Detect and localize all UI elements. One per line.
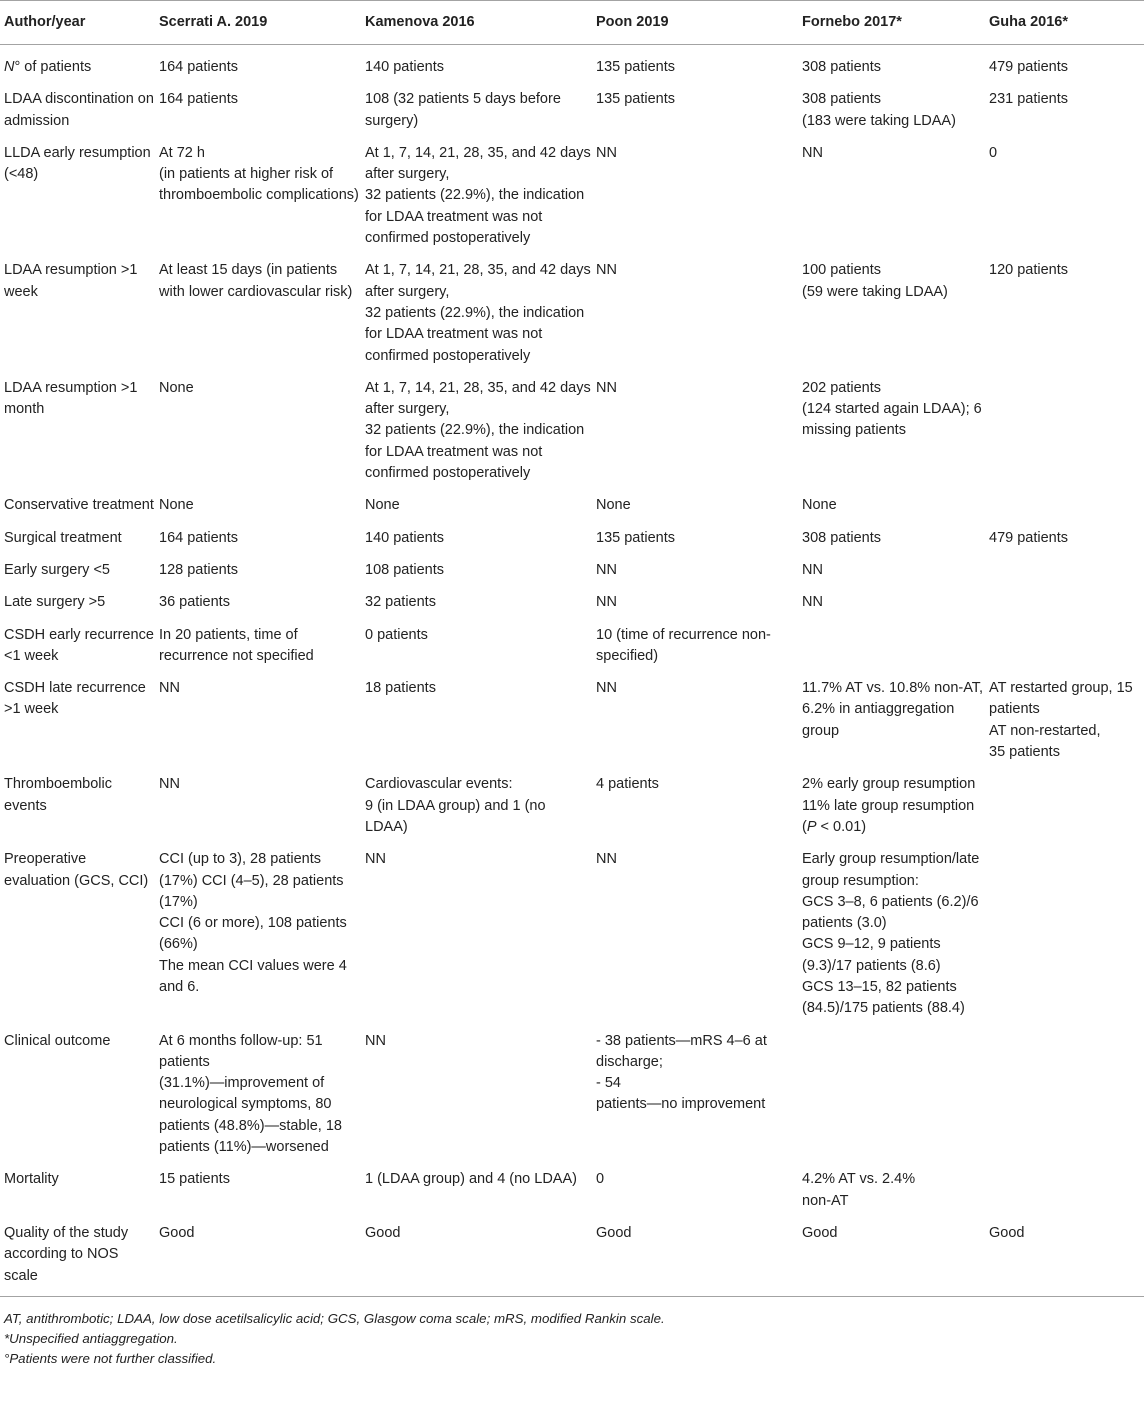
table-cell: NN [596, 379, 617, 396]
table-cell [798, 1026, 985, 1165]
row-label: Conservative treatment [4, 497, 154, 514]
table-cell: None [802, 497, 837, 514]
table-row [0, 555, 1144, 587]
table-cell: 1 (LDAA group) and 4 (no LDAA) [365, 1171, 577, 1188]
footnote: *Unspecified antiaggregation. [4, 1330, 178, 1346]
table-row [0, 1164, 1144, 1218]
row-label: CSDH early recurrence <1 week [4, 626, 154, 664]
table-row [0, 373, 1144, 490]
table-cell: 108 patients [365, 561, 445, 578]
table-cell: NN [596, 262, 617, 279]
table-cell: NN [596, 851, 617, 868]
table-cell: 15 patients [159, 1171, 230, 1188]
row-label: Quality of the study according to NOS scale [0, 1218, 155, 1296]
table-cell [985, 1026, 1144, 1165]
table-cell: - 38 patients—mRS 4–6 at discharge; - 54 patients—no improvement [596, 1032, 767, 1113]
table-cell [985, 1164, 1144, 1218]
row-label: Early surgery <5 [4, 561, 110, 578]
table-cell: 0 patients [365, 626, 428, 643]
table-cell: At 1, 7, 14, 21, 28, 35, and 42 days after surgery, 32 patients (22.9%), the indication for LDAA treatment was not confirmed postoperatively [365, 379, 591, 482]
table-cell: 120 patients [989, 262, 1069, 279]
column-header-5: Guha 2016* [985, 1, 1144, 45]
table-cell [985, 769, 1144, 844]
table-cell: None [596, 497, 631, 514]
table-cell: 164 patients [159, 529, 239, 546]
table-cell: 140 patients [365, 529, 445, 546]
table-cell: None [365, 497, 400, 514]
column-header-1: Scerrati A. 2019 [155, 1, 361, 45]
table-cell [985, 844, 1144, 1025]
table-row [0, 1026, 1144, 1165]
row-label: N° of patients [4, 59, 92, 75]
footnote: °Patients were not further classified. [4, 1350, 217, 1366]
table-cell: At 1, 7, 14, 21, 28, 35, and 42 days after surgery, 32 patients (22.9%), the indication for LDAA treatment was not confirmed postoperatively [365, 262, 591, 364]
table-cell: 0 [989, 144, 998, 161]
table-cell: 10 (time of recurrence non-specified) [596, 626, 771, 664]
table-cell: 140 patients [365, 59, 445, 75]
row-label: Surgical treatment [4, 529, 122, 546]
table-cell [798, 620, 985, 674]
table-row [0, 45, 1144, 85]
table-cell: 135 patients [596, 91, 676, 108]
row-label: LDAA discontination on admission [4, 91, 154, 129]
table-cell: 164 patients [159, 59, 239, 75]
table-cell: 0 [596, 1171, 605, 1188]
footnote: AT, antithrombotic; LDAA, low dose acetilsalicylic acid; GCS, Glasgow coma scale; mRS, modified Rankin scale. [4, 1310, 665, 1326]
table-cell: NN [159, 680, 180, 697]
table-cell: 479 patients [989, 529, 1069, 546]
table-cell: 128 patients [159, 561, 239, 578]
row-label: LDAA resumption >1 month [4, 379, 138, 418]
column-header-2: Kamenova 2016 [361, 1, 592, 45]
row-label: LLDA early resumption (<48) [4, 144, 151, 183]
table-cell: 2% early group resumption 11% late group resumption (P < 0.01) [802, 776, 976, 835]
table-row [0, 844, 1144, 1025]
table-cell: Good [985, 1218, 1144, 1296]
table-cell: 108 (32 patients 5 days before surgery) [365, 91, 561, 129]
table-cell: NN [802, 561, 823, 578]
table-cell: At 72 h (in patients at higher risk of thromboembolic complications) [159, 144, 359, 204]
table-row [0, 1218, 1144, 1296]
row-label: Clinical outcome [4, 1032, 111, 1049]
table-row [0, 490, 1144, 522]
table-cell: 135 patients [596, 529, 676, 546]
table-cell: At least 15 days (in patients with lower cardiovascular risk) [159, 262, 353, 300]
table-header [0, 1, 1144, 45]
table-row [0, 84, 1144, 138]
table-cell: 100 patients (59 were taking LDAA) [802, 262, 948, 300]
row-label: Mortality [4, 1171, 59, 1188]
table-cell: 202 patients (124 started again LDAA); 6 missing patients [802, 379, 982, 439]
table-cell: 11.7% AT vs. 10.8% non-AT, 6.2% in antiaggregation group [802, 680, 984, 739]
table-row [0, 587, 1144, 619]
table-cell: Good [155, 1218, 361, 1296]
table-cell: 308 patients (183 were taking LDAA) [802, 91, 956, 129]
table-cell [985, 373, 1144, 490]
table-cell: 231 patients [989, 91, 1069, 108]
table-cell: In 20 patients, time of recurrence not specified [159, 626, 314, 664]
table-cell: NN [802, 144, 823, 161]
table-cell: At 6 months follow-up: 51 patients (31.1%)—improvement of neurological symptoms, 80 patients (48.8%)—stable, 18 patients (11%)—worsened [159, 1032, 342, 1156]
table-cell: CCI (up to 3), 28 patients (17%) CCI (4–5), 28 patients (17%) CCI (6 or more), 108 patients (66%) The mean CCI values were 4 and 6. [159, 851, 347, 995]
row-label: Preoperative evaluation (GCS, CCI) [4, 851, 149, 889]
table-cell: NN [365, 1032, 386, 1049]
table-body [0, 45, 1144, 1297]
table-cell: NN [596, 561, 617, 578]
table-cell: 308 patients [802, 529, 882, 546]
table-cell: Good [798, 1218, 985, 1296]
table-cell: 36 patients [159, 594, 230, 611]
table-cell: Cardiovascular events: 9 (in LDAA group) and 1 (no LDAA) [365, 776, 546, 835]
table-cell: NN [365, 851, 386, 868]
table-footnotes [0, 1297, 1144, 1369]
table-cell: AT restarted group, 15 patients AT non-restarted, 35 patients [989, 680, 1133, 761]
table-cell: NN [596, 594, 617, 611]
table-cell: Early group resumption/late group resumption: GCS 3–8, 6 patients (6.2)/6 patients (3.0) GCS 9–12, 9 patients (9.3)/17 patients (8.6) GCS 13–15, 82 patients (84.5)/175 patients (88.4) [802, 851, 980, 1017]
row-label: Late surgery >5 [4, 594, 106, 611]
row-label: CSDH late recurrence >1 week [4, 680, 146, 718]
table-row [0, 769, 1144, 844]
table-cell [985, 555, 1144, 587]
table-row [0, 138, 1144, 255]
table-row [0, 673, 1144, 769]
column-header-3: Poon 2019 [592, 1, 798, 45]
table-row [0, 620, 1144, 674]
table-cell: None [159, 379, 194, 396]
table-cell: 18 patients [365, 680, 436, 697]
header-row [0, 1, 1144, 45]
table-cell: 135 patients [596, 59, 676, 75]
table-cell: At 1, 7, 14, 21, 28, 35, and 42 days after surgery, 32 patients (22.9%), the indication for LDAA treatment was not confirmed postoperatively [365, 144, 591, 247]
table-cell: Good [361, 1218, 592, 1296]
table-cell: 308 patients [802, 59, 882, 75]
table-cell: 4 patients [596, 776, 659, 793]
table-cell [985, 490, 1144, 522]
row-label: Thromboembolic events [4, 776, 112, 814]
column-header-4: Fornebo 2017* [798, 1, 985, 45]
table-cell: Good [592, 1218, 798, 1296]
table-cell: NN [159, 776, 180, 793]
table-cell [985, 587, 1144, 619]
column-header-0: Author/year [0, 1, 155, 45]
table-cell: 164 patients [159, 91, 239, 108]
table-row [0, 255, 1144, 372]
table-cell: 4.2% AT vs. 2.4% non-AT [802, 1171, 916, 1209]
table-cell: 32 patients [365, 594, 436, 611]
table-cell: NN [596, 680, 617, 697]
table-row [0, 523, 1144, 555]
table-cell [985, 620, 1144, 674]
table-cell: None [159, 497, 194, 514]
table-cell: NN [596, 144, 617, 161]
table-cell: NN [802, 594, 823, 611]
row-label: LDAA resumption >1 week [4, 262, 138, 300]
table-cell: 479 patients [989, 59, 1069, 75]
